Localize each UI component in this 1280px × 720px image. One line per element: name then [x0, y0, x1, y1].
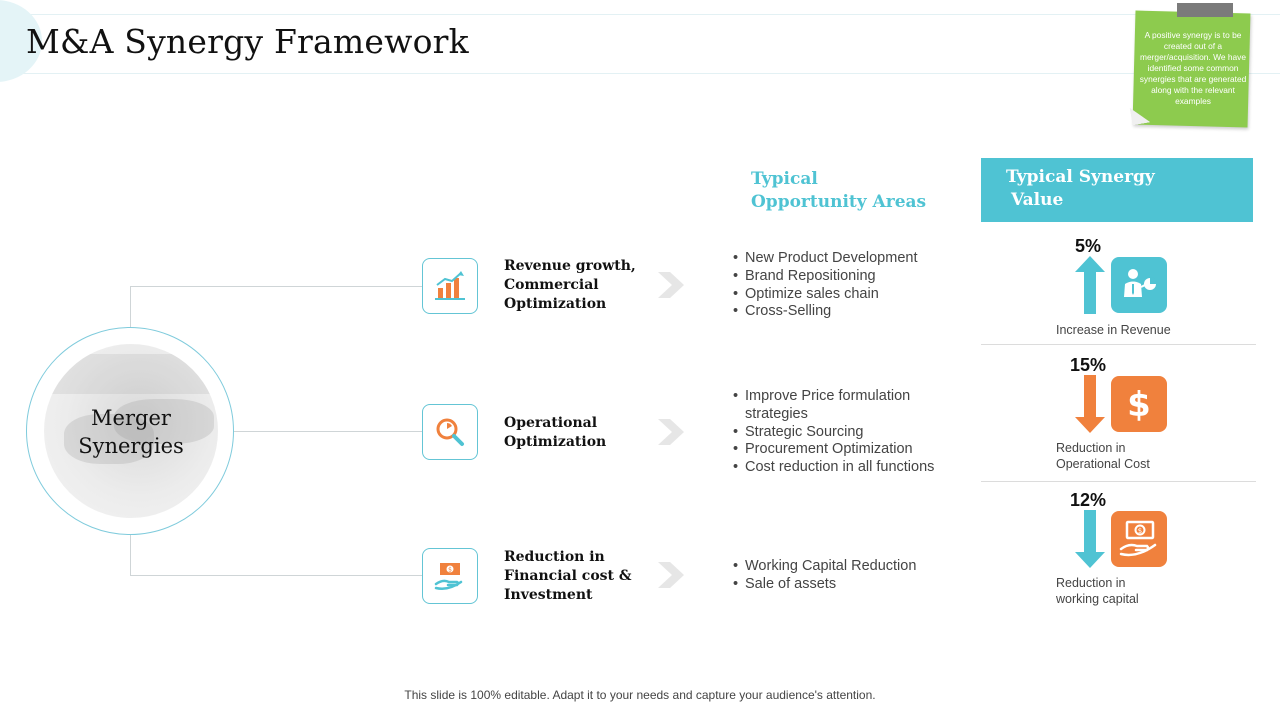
row-label-line: Revenue growth, [504, 258, 636, 274]
value-label-line: Reduction in [1056, 441, 1126, 455]
bar-chart-icon [431, 267, 469, 305]
value-icon-revenue [1111, 257, 1167, 313]
chevron-right-icon [656, 417, 686, 447]
opportunity-heading [751, 168, 926, 214]
divider [981, 481, 1256, 482]
list-item: • Brand Repositioning [733, 268, 917, 286]
connector-top [130, 286, 422, 287]
value-label-line: Reduction in [1056, 576, 1126, 590]
opportunity-list-revenue [733, 250, 917, 321]
arrow-down-icon [1075, 510, 1105, 568]
tape-icon [1177, 3, 1233, 17]
row-label-line: Financial cost & [504, 568, 632, 584]
list-item: • Cross-Selling [733, 303, 917, 321]
value-percent-revenue: 5% [1075, 236, 1102, 256]
list-item: • Procurement Optimization [733, 441, 934, 459]
list-item: • Working Capital Reduction [733, 558, 916, 576]
value-icon-financial [1111, 511, 1167, 567]
value-heading-line: Value [1011, 190, 1064, 210]
connector-middle [234, 431, 422, 432]
businessman-presentation-icon [1111, 257, 1167, 313]
list-item: • Sale of assets [733, 576, 916, 594]
financial-icon-box [422, 548, 478, 604]
list-item: strategies [745, 405, 808, 422]
sticky-note-text: A positive synergy is to be created out of a merger/acquisition. We have identified some common synergies that are generated along with the relevant examples [1139, 30, 1247, 106]
svg-text:$: $ [448, 566, 452, 574]
row-label-line: Optimization [504, 434, 607, 450]
connector-vertical-top [130, 286, 131, 328]
row-label-line: Operational [504, 415, 598, 431]
row-label-line: Reduction in [504, 549, 605, 565]
value-heading-line: Typical Synergy [1006, 167, 1155, 187]
value-icon-operational [1111, 376, 1167, 432]
value-label-revenue [1056, 322, 1171, 338]
connector-vertical-bottom [130, 535, 131, 575]
svg-text:$: $ [1127, 385, 1151, 425]
divider [981, 344, 1256, 345]
list-item: • Improve Price formulation [733, 388, 934, 406]
hand-money-icon [431, 557, 469, 595]
opportunity-heading-line: Opportunity Areas [751, 192, 927, 212]
list-item: • New Product Development [733, 250, 917, 268]
revenue-icon-box [422, 258, 478, 314]
chevron-right-icon [656, 560, 686, 590]
list-item: • Cost reduction in all functions [733, 459, 934, 477]
row-label-line: Commercial [504, 277, 599, 293]
value-label-financial [1056, 575, 1139, 607]
footer-text: This slide is 100% editable. Adapt it to your needs and capture your audience's attention. [404, 688, 876, 702]
row-label-line: Investment [504, 587, 593, 603]
arrow-up-icon [1075, 256, 1105, 314]
hub-label-line2: Synergies [78, 434, 184, 458]
row-label-financial [504, 548, 632, 605]
hand-money-icon [1111, 511, 1167, 567]
value-percent-financial: 12% [1070, 490, 1107, 510]
arrow-down-icon [1075, 375, 1105, 433]
row-label-line: Optimization [504, 296, 607, 312]
operational-icon-box [422, 404, 478, 460]
value-heading [1006, 166, 1155, 212]
dollar-icon [1111, 376, 1167, 432]
value-percent-operational: 15% [1070, 355, 1107, 375]
svg-text:$: $ [1137, 527, 1143, 535]
row-label-operational [504, 414, 606, 452]
value-label-line: working capital [1056, 592, 1139, 606]
hub-label-line1: Merger [91, 406, 171, 430]
value-label-line: Operational Cost [1056, 457, 1150, 471]
row-label-revenue [504, 257, 636, 314]
magnifier-chart-icon [431, 413, 469, 451]
list-item: • Strategic Sourcing [733, 424, 934, 442]
value-label-operational [1056, 440, 1150, 472]
opportunity-heading-line: Typical [751, 169, 818, 189]
opportunity-list-financial [733, 558, 916, 594]
chevron-right-icon [656, 270, 686, 300]
value-label-line: Increase in Revenue [1056, 323, 1171, 337]
list-item: • Optimize sales chain [733, 286, 917, 304]
slide-title: M&A Synergy Framework [26, 22, 469, 61]
hub-label [44, 404, 218, 460]
connector-bottom [130, 575, 422, 576]
opportunity-list-operational [733, 388, 934, 477]
